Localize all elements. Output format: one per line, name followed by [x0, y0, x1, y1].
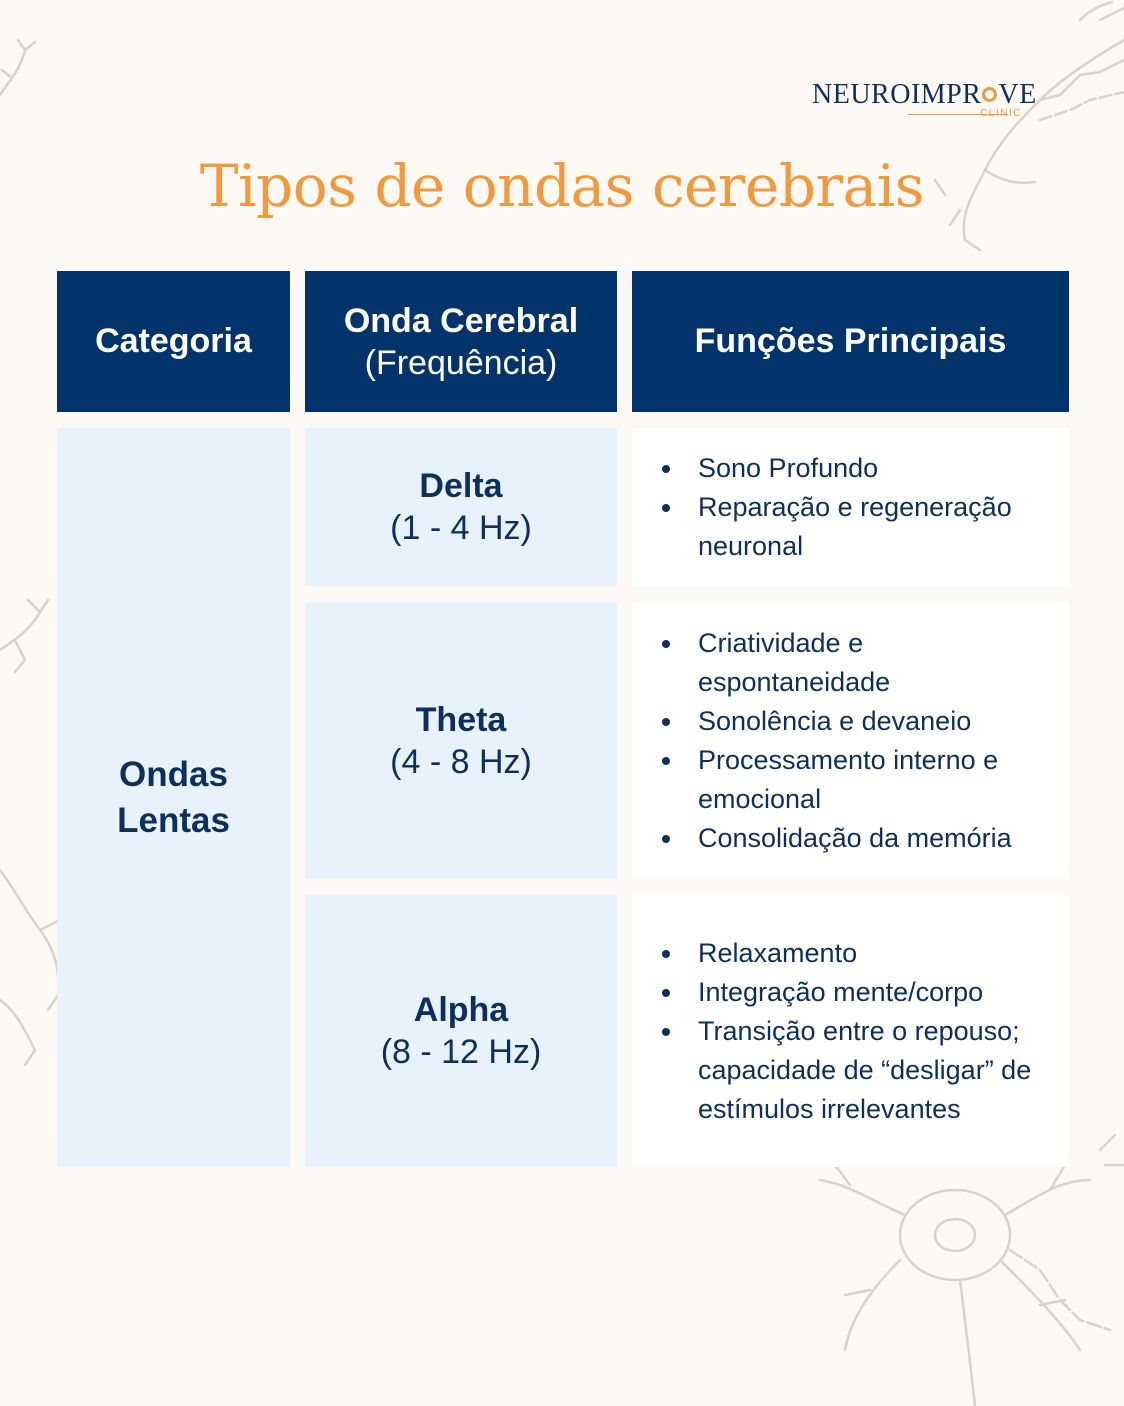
list-item: Consolidação da memória	[698, 819, 1059, 858]
brand-logo	[812, 79, 1037, 120]
wave-cell-theta	[305, 602, 617, 879]
functions-cell-alpha	[632, 895, 1069, 1167]
category-cell	[57, 428, 290, 1167]
list-item: Reparação e regeneração neuronal	[698, 488, 1059, 566]
page-title: Tipos de ondas cerebrais	[199, 152, 925, 220]
category-label-line1: Ondas	[119, 754, 228, 794]
brand-name: NEUROIMPR VE	[812, 79, 1037, 110]
category-label-line2: Lentas	[117, 800, 230, 840]
list-item: Processamento interno e emocional	[698, 741, 1059, 819]
brand-subtitle: CLINIC	[980, 108, 1022, 119]
header-wave	[305, 271, 617, 412]
target-icon	[982, 87, 997, 102]
list-item: Relaxamento	[698, 934, 1059, 973]
functions-cell-delta	[632, 428, 1069, 586]
header-category: Categoria	[57, 271, 290, 412]
functions-list	[632, 934, 1059, 1129]
functions-cell-theta	[632, 602, 1069, 879]
list-item: Integração mente/corpo	[698, 973, 1059, 1012]
wave-name: Delta	[419, 467, 503, 505]
wave-name: Alpha	[413, 991, 509, 1029]
header-wave-subtitle: (Frequência)	[364, 343, 558, 382]
wave-frequency: (4 - 8 Hz)	[390, 742, 532, 781]
list-item: Criatividade e espontaneidade	[698, 624, 1059, 702]
wave-frequency: (1 - 4 Hz)	[390, 509, 532, 547]
wave-frequency: (8 - 12 Hz)	[380, 1033, 542, 1071]
list-item: Sono Profundo	[698, 449, 1059, 488]
wave-cell-alpha	[305, 895, 617, 1167]
functions-list	[632, 624, 1059, 858]
wave-name: Theta	[415, 700, 507, 739]
header-wave-title: Onda Cerebral	[343, 301, 579, 340]
functions-list	[632, 449, 1059, 566]
wave-cell-delta	[305, 428, 617, 586]
list-item: Sonolência e devaneio	[698, 702, 1059, 741]
list-item: Transição entre o repouso; capacidade de “desligar” de estímulos irrelevantes	[698, 1012, 1059, 1129]
header-functions: Funções Principais	[632, 271, 1069, 412]
